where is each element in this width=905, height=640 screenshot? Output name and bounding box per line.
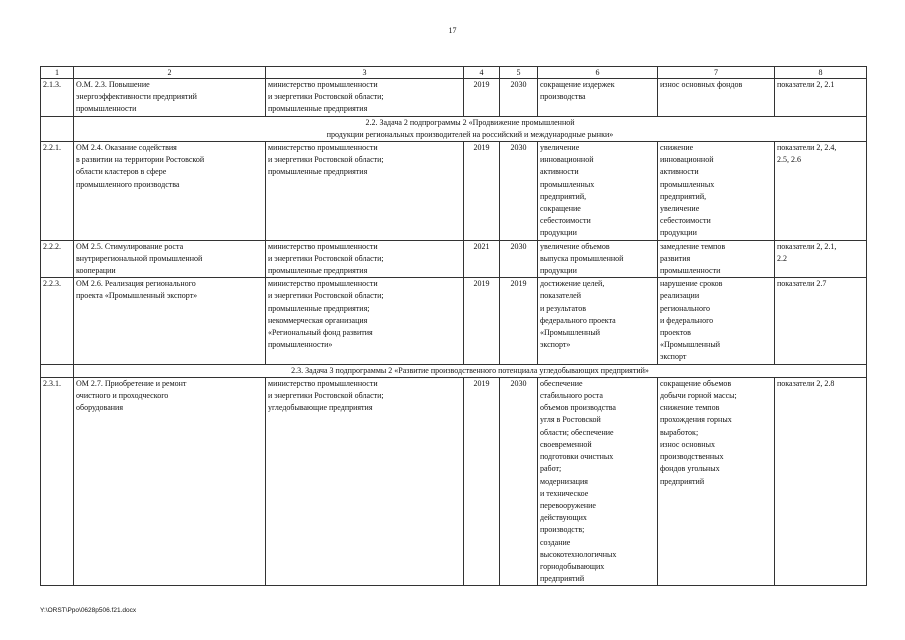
table-row <box>41 240 867 278</box>
executor-cell: министерство промышленности и энергетики Ростовской области; промышленные предприятия; некоммерческая организация «Региональный фонд развития промышленности» <box>266 278 464 364</box>
indicators-cell: показатели 2, 2.1 <box>775 79 867 117</box>
start-year-cell: 2021 <box>464 240 500 278</box>
end-year-cell: 2030 <box>500 79 538 117</box>
measure-name-cell: ОМ 2.5. Стимулирование роста внутрирегиональной промышленной кооперации <box>74 240 266 278</box>
measures-table <box>40 66 867 586</box>
consequences-cell: нарушение сроков реализации регионального и федерального проектов «Промышленный экспорт <box>658 278 775 364</box>
column-number-row <box>41 67 867 79</box>
start-year-cell: 2019 <box>464 377 500 585</box>
column-number: 2 <box>74 67 266 79</box>
measure-name-cell: ОМ 2.6. Реализация регионального проекта «Промышленный экспорт» <box>74 278 266 364</box>
expected-result-cell: обеспечение стабильного роста объемов производства угля в Ростовской области; обеспечение своевременной подготовки очистных работ; модернизация и техническое перевооружение действующих производств; создание высокотехнологичных горнодобывающих предприятий <box>538 377 658 585</box>
section-title: 2.3. Задача 3 подпрограммы 2 «Развитие производственного потенциала угледобывающих предприятий» <box>74 364 867 377</box>
section-title: 2.2. Задача 2 подпрограммы 2 «Продвижение промышленной продукции региональных производителей на российский и международные рынки» <box>74 116 867 141</box>
row-number-cell: 2.3.1. <box>41 377 74 585</box>
consequences-cell: сокращение объемов добычи горной массы; снижение темпов прохождения горных выработок; износ основных производственных фондов угольных предприятий <box>658 377 775 585</box>
expected-result-cell: сокращение издержек производства <box>538 79 658 117</box>
row-number-cell: 2.1.3. <box>41 79 74 117</box>
indicators-cell: показатели 2, 2.8 <box>775 377 867 585</box>
start-year-cell: 2019 <box>464 278 500 364</box>
column-number: 8 <box>775 67 867 79</box>
measure-name-cell: О.М. 2.3. Повышение энергоэффективности предприятий промышленности <box>74 79 266 117</box>
expected-result-cell: увеличение инновационной активности промышленных предприятий, сокращение себестоимости продукции <box>538 142 658 241</box>
executor-cell: министерство промышленности и энергетики Ростовской области; промышленные предприятия <box>266 79 464 117</box>
section-heading-row <box>41 364 867 377</box>
column-number: 4 <box>464 67 500 79</box>
table-row <box>41 377 867 585</box>
table-row <box>41 79 867 117</box>
measure-name-cell: ОМ 2.4. Оказание содействия в развитии на территории Ростовской области кластеров в сфере промышленного производства <box>74 142 266 241</box>
end-year-cell: 2030 <box>500 240 538 278</box>
table-row <box>41 278 867 364</box>
expected-result-cell: увеличение объемов выпуска промышленной продукции <box>538 240 658 278</box>
indicators-cell: показатели 2, 2.4, 2.5, 2.6 <box>775 142 867 241</box>
section-heading-row <box>41 116 867 141</box>
row-number-cell: 2.2.2. <box>41 240 74 278</box>
executor-cell: министерство промышленности и энергетики Ростовской области; промышленные предприятия <box>266 142 464 241</box>
column-number: 6 <box>538 67 658 79</box>
column-number: 7 <box>658 67 775 79</box>
empty-cell <box>41 364 74 377</box>
row-number-cell: 2.2.1. <box>41 142 74 241</box>
end-year-cell: 2019 <box>500 278 538 364</box>
executor-cell: министерство промышленности и энергетики Ростовской области; угледобывающие предприятия <box>266 377 464 585</box>
expected-result-cell: достижение целей, показателей и результатов федерального проекта «Промышленный экспорт» <box>538 278 658 364</box>
row-number-cell: 2.2.3. <box>41 278 74 364</box>
empty-cell <box>41 116 74 141</box>
executor-cell: министерство промышленности и энергетики Ростовской области; промышленные предприятия <box>266 240 464 278</box>
consequences-cell: износ основных фондов <box>658 79 775 117</box>
indicators-cell: показатели 2, 2.1, 2.2 <box>775 240 867 278</box>
column-number: 3 <box>266 67 464 79</box>
page-number: 17 <box>448 26 457 35</box>
start-year-cell: 2019 <box>464 79 500 117</box>
footer-file-path: Y:\ORST\Ppo\0628p506.f21.docx <box>40 607 137 614</box>
end-year-cell: 2030 <box>500 377 538 585</box>
end-year-cell: 2030 <box>500 142 538 241</box>
consequences-cell: снижение инновационной активности промышленных предприятий, увеличение себестоимости продукции <box>658 142 775 241</box>
measure-name-cell: ОМ 2.7. Приобретение и ремонт очистного и проходческого оборудования <box>74 377 266 585</box>
table-row <box>41 142 867 241</box>
column-number: 1 <box>41 67 74 79</box>
consequences-cell: замедление темпов развития промышленности <box>658 240 775 278</box>
indicators-cell: показатели 2.7 <box>775 278 867 364</box>
column-number: 5 <box>500 67 538 79</box>
start-year-cell: 2019 <box>464 142 500 241</box>
